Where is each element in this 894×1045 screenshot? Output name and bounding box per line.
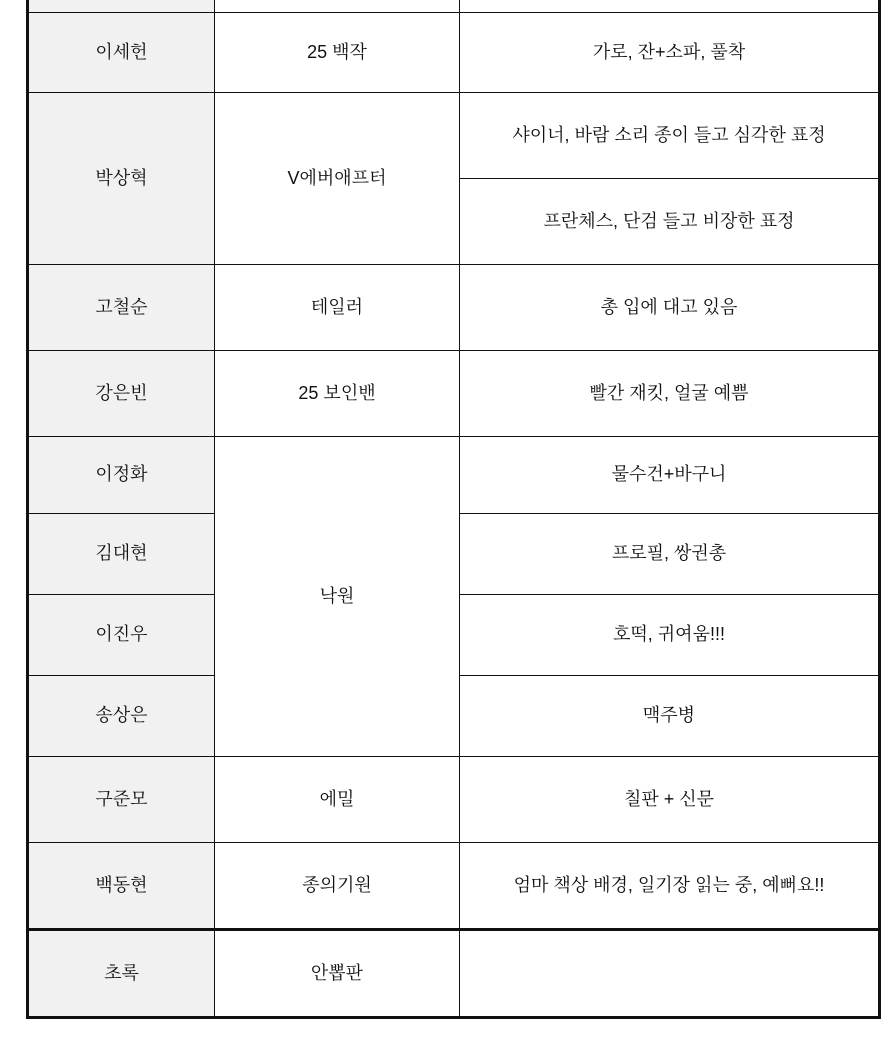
table-row [28, 351, 880, 437]
note-cell-empty [460, 0, 880, 13]
note-cell: 샤이너, 바람 소리 종이 들고 심각한 표정 [460, 93, 880, 179]
cast-table [26, 0, 881, 1019]
name-cell: 이세헌 [28, 13, 215, 93]
work-cell: 안뽑판 [215, 930, 460, 1018]
note-cell [460, 930, 880, 1018]
note-cell: 엄마 책상 배경, 일기장 읽는 중, 예뻐요!! [460, 843, 880, 930]
note-cell: 프란체스, 단검 들고 비장한 표정 [460, 179, 880, 265]
note-cell: 맥주병 [460, 676, 880, 757]
name-cell: 김대현 [28, 514, 215, 595]
table-row [28, 93, 880, 179]
table-row [28, 757, 880, 843]
name-cell: 초록 [28, 930, 215, 1018]
note-cell: 호떡, 귀여움!!! [460, 595, 880, 676]
table-row [28, 265, 880, 351]
work-cell: 낙원 [215, 437, 460, 757]
table-row [28, 13, 880, 93]
work-cell: 에밀 [215, 757, 460, 843]
note-cell: 프로필, 쌍권총 [460, 514, 880, 595]
note-cell: 가로, 잔+소파, 풀착 [460, 13, 880, 93]
note-cell: 칠판 + 신문 [460, 757, 880, 843]
work-cell: 종의기원 [215, 843, 460, 930]
cast-table-container [26, 0, 878, 1019]
work-cell: 테일러 [215, 265, 460, 351]
table-row [28, 843, 880, 930]
name-cell: 구준모 [28, 757, 215, 843]
name-cell-empty [28, 0, 215, 13]
work-cell: V에버애프터 [215, 93, 460, 265]
name-cell: 이정화 [28, 437, 215, 514]
work-cell-empty [215, 0, 460, 13]
table-row [28, 437, 880, 514]
table-row-cropped-top [28, 0, 880, 13]
name-cell: 이진우 [28, 595, 215, 676]
name-cell: 송상은 [28, 676, 215, 757]
name-cell: 고철순 [28, 265, 215, 351]
name-cell: 백동현 [28, 843, 215, 930]
note-cell: 물수건+바구니 [460, 437, 880, 514]
name-cell: 박상혁 [28, 93, 215, 265]
name-cell: 강은빈 [28, 351, 215, 437]
note-cell: 총 입에 대고 있음 [460, 265, 880, 351]
note-cell: 빨간 재킷, 얼굴 예쁨 [460, 351, 880, 437]
work-cell: 25 백작 [215, 13, 460, 93]
table-row [28, 930, 880, 1018]
work-cell: 25 보인밴 [215, 351, 460, 437]
